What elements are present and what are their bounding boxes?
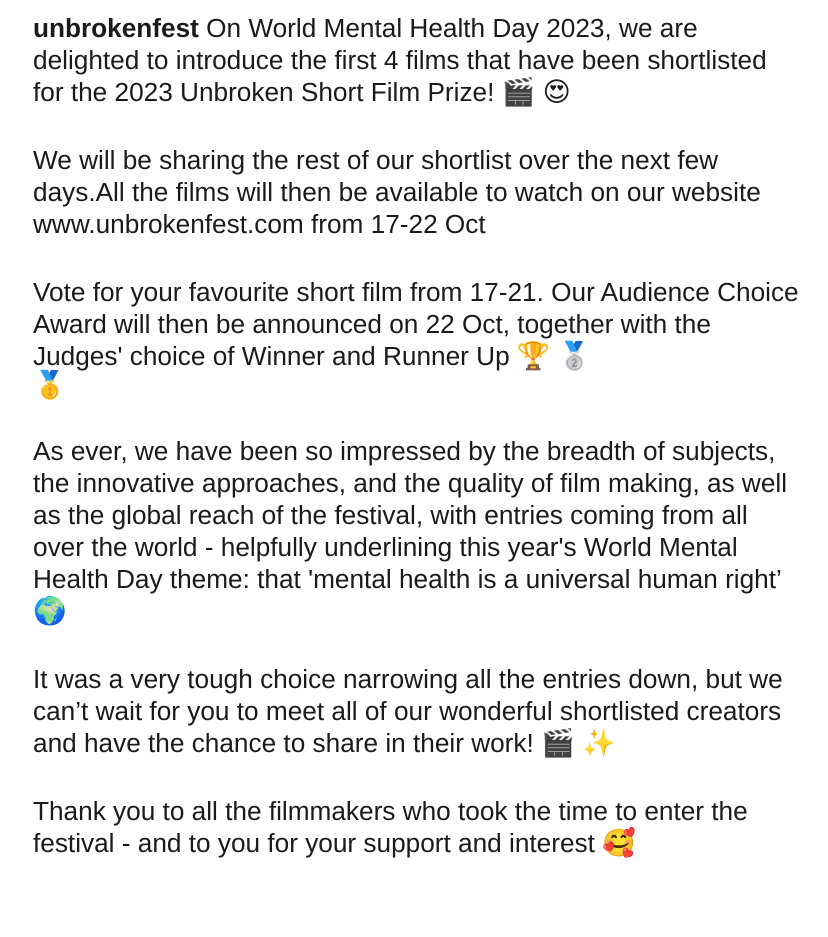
globe-emoji-icon: 🌍 bbox=[33, 596, 67, 627]
caption-paragraph-6 bbox=[33, 795, 803, 859]
caption-text: As ever, we have been so impressed by the breadth of subjects, the innovative approaches, and the quality of film making, as well as the global reach of the festival, with entries coming from all over the world - helpfully underlining this year's World Mental Health Day theme: that 'mental health is a universal human right’ bbox=[33, 436, 795, 594]
first-place-medal-emoji-icon: 🥇 bbox=[33, 370, 67, 401]
heart-eyes-emoji-icon: 😍 bbox=[542, 77, 571, 108]
username-link[interactable]: unbrokenfest bbox=[33, 13, 199, 43]
caption-text: We will be sharing the rest of our shortlist over the next few days.All the films will then be available to watch on our website www.unbrokenfest.com from 17-22 Oct bbox=[33, 145, 769, 239]
smiling-hearts-emoji-icon: 🥰 bbox=[602, 828, 636, 859]
post-caption bbox=[33, 12, 803, 895]
caption-paragraph-4 bbox=[33, 435, 803, 627]
clapperboard-emoji-icon: 🎬 bbox=[501, 77, 536, 108]
sparkles-emoji-icon: ✨ bbox=[581, 728, 616, 759]
second-place-medal-emoji-icon: 🥈 bbox=[557, 341, 592, 372]
clapperboard-emoji-icon: 🎬 bbox=[541, 728, 575, 759]
caption-paragraph-1 bbox=[33, 12, 803, 108]
caption-text: Vote for your favourite short film from 17-21. Our Audience Choice Award will then be announced on 22 Oct, together with the Judges' choice of Winner and Runner Up bbox=[33, 277, 805, 371]
caption-text: On World Mental Health Day 2023, we are delighted to introduce the first 4 films that have been shortlisted for the 2023 Unbroken Short Film Prize! bbox=[33, 13, 774, 107]
caption-paragraph-3 bbox=[33, 276, 803, 399]
caption-text: Thank you to all the filmmakers who took the time to enter the festival - and to you for your support and interest bbox=[33, 796, 755, 858]
caption-paragraph-5 bbox=[33, 663, 803, 759]
caption-text: It was a very tough choice narrowing all the entries down, but we can’t wait for you to meet all of our wonderful shortlisted creators and have the chance to share in their work! bbox=[33, 664, 790, 758]
trophy-emoji-icon: 🏆 bbox=[516, 341, 551, 372]
caption-paragraph-2 bbox=[33, 144, 803, 240]
